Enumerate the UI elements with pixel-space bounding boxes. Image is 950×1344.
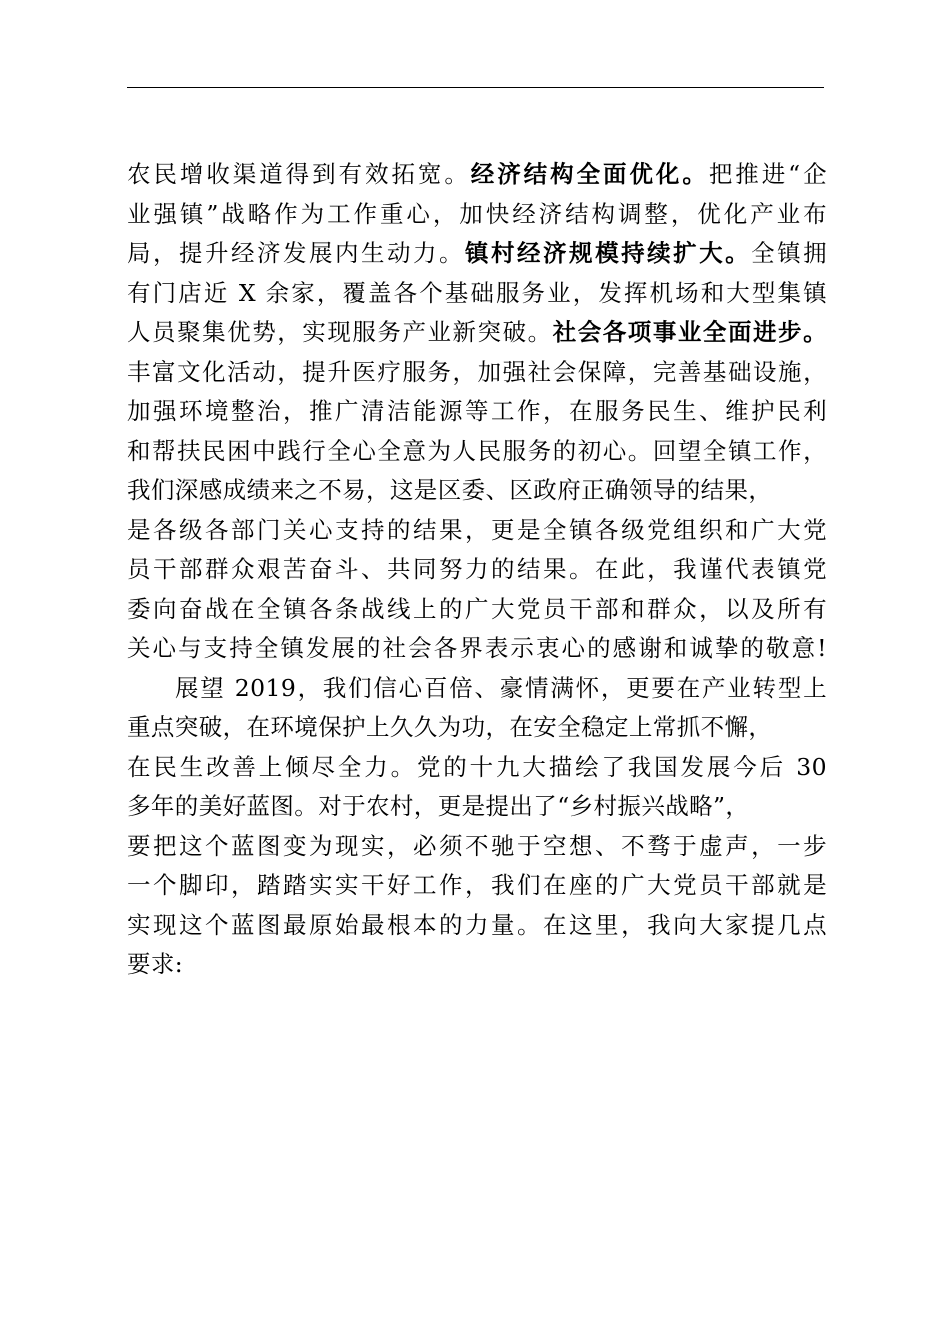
text-line: [127, 313, 827, 353]
text-line: [127, 432, 827, 472]
text-segment: 一个脚印，踏踏实实干好工作，我们在座的广大党员干部就是: [127, 871, 827, 899]
text-line: [127, 906, 827, 946]
text-segment: 多年的美好蓝图。对于农村，更是提出了“乡村振兴战略”，: [127, 792, 750, 820]
text-line: [127, 590, 827, 630]
document-body: [127, 155, 827, 985]
text-segment: 关心与支持全镇发展的社会各界表示衷心的感谢和诚挚的敬意!: [127, 634, 827, 662]
text-segment: 农民增收渠道得到有效拓宽。: [127, 160, 471, 188]
header-rule: [127, 87, 824, 88]
text-segment: 丰富文化活动，提升医疗服务，加强社会保障，完善基础设施，: [127, 357, 827, 386]
text-line: [127, 866, 827, 906]
text-line: [127, 787, 827, 827]
text-line: [127, 471, 827, 511]
text-line: [127, 195, 827, 235]
text-segment: 在民生改善上倾尽全力。党的十九大描绘了我国发展今后 30: [127, 752, 827, 781]
text-line: [127, 234, 827, 274]
text-line: [127, 669, 827, 709]
text-line: [127, 945, 827, 985]
text-segment: 要求:: [127, 950, 184, 978]
text-line: [127, 550, 827, 590]
bold-heading-phrase: 社会各项事业全面进步。: [552, 318, 827, 346]
text-line: [127, 353, 827, 393]
text-segment: 加强环境整治，推广清洁能源等工作，在服务民生、维护民利: [127, 397, 827, 425]
text-segment: 委向奋战在全镇各条战线上的广大党员干部和群众，以及所有: [127, 594, 827, 623]
text-segment: 我们深感成绩来之不易，这是区委、区政府正确领导的结果，: [127, 476, 773, 504]
text-line: [127, 748, 827, 788]
bold-heading-phrase: 经济结构全面优化。: [470, 160, 709, 188]
text-line: [127, 155, 827, 195]
text-segment: 把推进“企: [708, 160, 828, 188]
text-segment: 重点突破，在环境保护上久久为功，在安全稳定上常抓不懈，: [127, 713, 773, 741]
text-segment: 业强镇”战略作为工作重心，加快经济结构调整，优化产业布: [127, 199, 827, 228]
text-segment: 展望 2019，我们信心百倍、豪情满怀，更要在产业转型上: [175, 673, 827, 702]
text-segment: 全镇拥: [751, 239, 828, 267]
bold-heading-phrase: 镇村经济规模持续扩大。: [465, 239, 752, 267]
text-line: [127, 827, 827, 867]
text-segment: 员干部群众艰苦奋斗、共同努力的结果。在此，我谨代表镇党: [127, 555, 827, 583]
text-segment: 是各级各部门关心支持的结果，更是全镇各级党组织和广大党: [127, 515, 827, 544]
text-segment: 和帮扶民困中践行全心全意为人民服务的初心。回望全镇工作，: [127, 436, 827, 465]
text-segment: 局，提升经济发展内生动力。: [127, 239, 466, 267]
text-line: [127, 511, 827, 551]
text-line: [127, 392, 827, 432]
text-line: [127, 274, 827, 314]
text-segment: 实现这个蓝图最原始最根本的力量。在这里，我向大家提几点: [127, 910, 827, 939]
text-segment: 人员聚集优势，实现服务产业新突破。: [127, 318, 553, 346]
text-segment: 要把这个蓝图变为现实，必须不驰于空想、不骛于虚声，一步: [127, 831, 827, 860]
text-segment: 有门店近 X 余家，覆盖各个基础服务业，发挥机场和大型集镇: [127, 278, 827, 307]
text-line: [127, 629, 827, 669]
text-line: [127, 708, 827, 748]
